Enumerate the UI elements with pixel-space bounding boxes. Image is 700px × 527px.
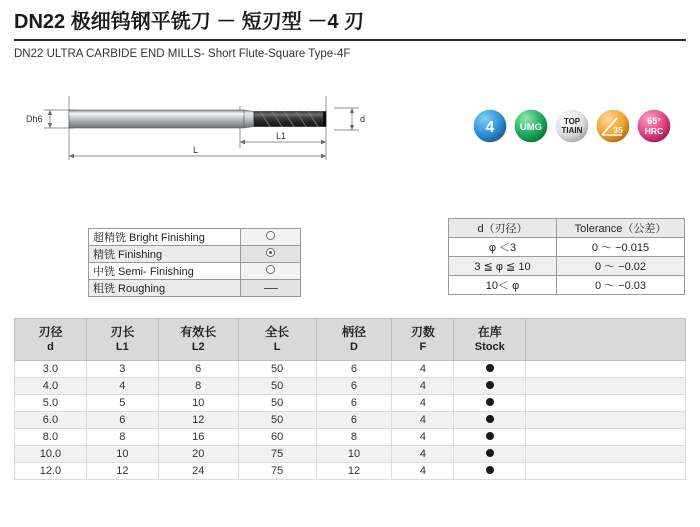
cell-overall-length: 50 (238, 395, 316, 412)
cell-overall-length: 50 (238, 378, 316, 395)
cell-blank (526, 412, 686, 429)
cell-effective-length: 10 (158, 395, 238, 412)
table-row (15, 446, 686, 463)
table-row (15, 361, 686, 378)
finishing-mark (241, 229, 301, 246)
cell-diameter: 4.0 (15, 378, 87, 395)
cell-stock (454, 412, 526, 429)
svg-text:35: 35 (613, 125, 623, 135)
spec-header-effective-length-sym: L2 (191, 341, 205, 354)
spec-header-stock-cn: 在库 (477, 324, 502, 339)
cell-shank-diameter: 6 (316, 395, 392, 412)
cell-diameter: 6.0 (15, 412, 87, 429)
table-row (89, 263, 301, 280)
cell-stock (454, 429, 526, 446)
spec-header-shank-diameter-sym: D (350, 341, 358, 354)
finishing-label: 精铣 Finishing (89, 246, 241, 263)
cell-diameter: 8.0 (15, 429, 87, 446)
tolerance-value: 0 ～ −0.03 (557, 276, 685, 295)
cell-blank (526, 429, 686, 446)
stock-dot-icon (486, 415, 494, 423)
finishing-label: 超精铣 Bright Finishing (89, 229, 241, 246)
cell-effective-length: 24 (158, 463, 238, 480)
svg-text:TOP: TOP (563, 117, 581, 126)
cell-stock (454, 446, 526, 463)
spec-header-shank-diameter (316, 319, 392, 361)
table-row (15, 429, 686, 446)
cell-flute-length: 10 (86, 446, 158, 463)
umg-badge (513, 108, 549, 144)
spec-header-diameter (15, 319, 87, 361)
spec-header-effective-length-cn: 有效长 (180, 324, 217, 339)
cell-diameter: 12.0 (15, 463, 87, 480)
cell-flute-length: 6 (86, 412, 158, 429)
tolerance-range: φ ＜3 (449, 238, 557, 257)
table-row (89, 246, 301, 263)
cell-blank (526, 463, 686, 480)
table-row (449, 238, 685, 257)
svg-text:L: L (193, 145, 199, 155)
cell-flute-count: 4 (392, 395, 454, 412)
cell-flute-count: 4 (392, 412, 454, 429)
tolerance-header-diameter: d（刃径） (449, 219, 557, 238)
hardness-badge (636, 108, 672, 144)
page-header (0, 0, 700, 60)
cell-shank-diameter: 6 (316, 412, 392, 429)
tolerance-header-tolerance: Tolerance（公差） (557, 219, 685, 238)
cell-blank (526, 361, 686, 378)
spec-header-overall-length-cn: 全长 (265, 324, 290, 339)
cell-diameter: 3.0 (15, 361, 87, 378)
cell-overall-length: 50 (238, 361, 316, 378)
cell-stock (454, 361, 526, 378)
spec-header-overall-length-sym: L (273, 341, 281, 354)
cell-effective-length: 8 (158, 378, 238, 395)
stock-dot-icon (486, 466, 494, 474)
spec-header-flute-count-sym: F (419, 341, 427, 354)
stock-dot-icon (486, 449, 494, 457)
feature-badges (472, 108, 672, 144)
table-row (15, 395, 686, 412)
stock-dot-icon (486, 398, 494, 406)
cell-flute-count: 4 (392, 463, 454, 480)
cell-flute-length: 4 (86, 378, 158, 395)
cell-flute-length: 3 (86, 361, 158, 378)
svg-text:65°: 65° (647, 116, 661, 126)
cell-effective-length: 12 (158, 412, 238, 429)
table-row (15, 412, 686, 429)
tolerance-header-row (449, 219, 685, 238)
cell-flute-count: 4 (392, 446, 454, 463)
cell-stock (454, 378, 526, 395)
svg-text:HRC: HRC (644, 126, 664, 136)
svg-text:d: d (360, 114, 366, 124)
finishing-label: 粗铣 Roughing (89, 280, 241, 297)
specification-table (14, 318, 686, 480)
spec-header-stock-en: Stock (474, 341, 505, 354)
table-row (89, 229, 301, 246)
table-row (449, 276, 685, 295)
stock-dot-icon (486, 364, 494, 372)
cell-diameter: 5.0 (15, 395, 87, 412)
cell-diameter: 10.0 (15, 446, 87, 463)
cell-overall-length: 60 (238, 429, 316, 446)
tolerance-table (448, 218, 685, 295)
spec-header-stock (454, 319, 526, 361)
finishing-mark-none (241, 280, 301, 297)
finishing-mark-selected (241, 246, 301, 263)
helix-angle-badge (595, 108, 631, 144)
table-row (15, 378, 686, 395)
svg-text:TIAIN: TIAIN (561, 126, 583, 135)
cell-blank (526, 395, 686, 412)
cell-flute-length: 8 (86, 429, 158, 446)
spec-header-blank (526, 319, 686, 361)
spec-header-row (15, 319, 686, 361)
cell-shank-diameter: 8 (316, 429, 392, 446)
table-row (449, 257, 685, 276)
spec-header-effective-length (158, 319, 238, 361)
cell-flute-length: 12 (86, 463, 158, 480)
page-title-en: DN22 ULTRA CARBIDE END MILLS- Short Flute-Square Type-4F (14, 48, 351, 60)
coating-badge (554, 108, 590, 144)
cell-shank-diameter: 6 (316, 378, 392, 395)
cell-flute-count: 4 (392, 378, 454, 395)
finishing-label: 中铣 Semi- Finishing (89, 263, 241, 280)
spec-header-flute-length (86, 319, 158, 361)
spec-header-flute-count-cn: 刃数 (410, 324, 435, 339)
page-title-cn: DN22 极细钨钢平铣刀 － 短刃型 －4 刃 (14, 11, 365, 33)
tolerance-range: 3 ≦ φ ≦ 10 (449, 257, 557, 276)
stock-dot-icon (486, 432, 494, 440)
cell-stock (454, 463, 526, 480)
cell-overall-length: 50 (238, 412, 316, 429)
spec-header-flute-length-cn: 刃长 (110, 324, 135, 339)
cell-effective-length: 16 (158, 429, 238, 446)
svg-text:Dh6: Dh6 (26, 114, 43, 124)
svg-text:UMG: UMG (519, 122, 543, 133)
tolerance-range: 10＜ φ (449, 276, 557, 295)
tolerance-value: 0 ～ −0.015 (557, 238, 685, 257)
stock-dot-icon (486, 381, 494, 389)
tolerance-value: 0 ～ −0.02 (557, 257, 685, 276)
spec-header-shank-diameter-cn: 柄径 (341, 324, 366, 339)
cell-shank-diameter: 10 (316, 446, 392, 463)
cell-effective-length: 20 (158, 446, 238, 463)
finishing-mark (241, 263, 301, 280)
tool-drawing (14, 82, 374, 192)
svg-text:L1: L1 (276, 131, 287, 141)
spec-header-overall-length (238, 319, 316, 361)
cell-effective-length: 6 (158, 361, 238, 378)
cell-flute-count: 4 (392, 361, 454, 378)
table-row (89, 280, 301, 297)
cell-stock (454, 395, 526, 412)
spec-header-flute-count (392, 319, 454, 361)
cell-flute-length: 5 (86, 395, 158, 412)
flute-count-badge (472, 108, 508, 144)
table-row (15, 463, 686, 480)
spec-header-diameter-cn: 刃径 (38, 324, 63, 339)
cell-shank-diameter: 6 (316, 361, 392, 378)
svg-text:4: 4 (485, 119, 495, 136)
finishing-capability-table (88, 228, 301, 297)
cell-shank-diameter: 12 (316, 463, 392, 480)
cell-overall-length: 75 (238, 463, 316, 480)
cell-overall-length: 75 (238, 446, 316, 463)
cell-flute-count: 4 (392, 429, 454, 446)
spec-header-flute-length-sym: L1 (115, 341, 129, 354)
spec-header-diameter-sym: d (47, 341, 54, 354)
cell-blank (526, 378, 686, 395)
title-divider (14, 39, 686, 41)
cell-blank (526, 446, 686, 463)
